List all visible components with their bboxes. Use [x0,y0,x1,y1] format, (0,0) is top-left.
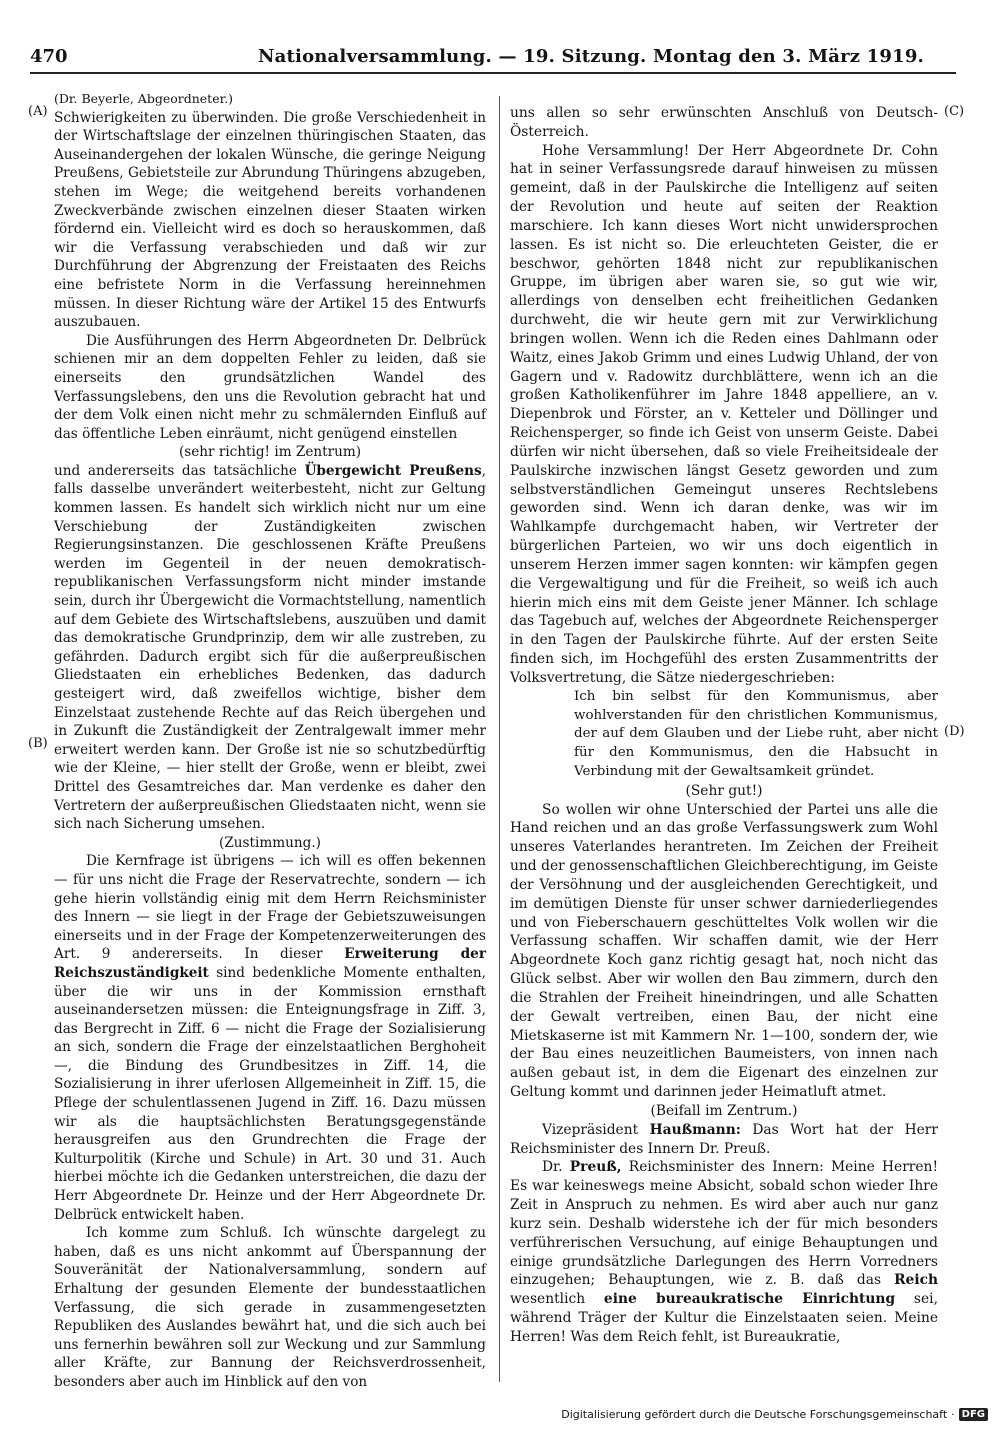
speaker-reference: (Dr. Beyerle, Abgeordneter.) [54,91,234,106]
text-run: Das Wort hat der Herr Reichsminister des Innern Dr. Preuß. [510,1121,938,1157]
credit-text: Digitalisierung gefördert durch die Deutsche Forschungsgemeinschaft [561,1408,948,1421]
speaker-name: Haußmann: [649,1121,741,1138]
text-run: wesentlich [510,1291,604,1308]
column-divider [499,96,500,1382]
header-rule [30,72,956,74]
paragraph: Die Ausführungen des Herrn Abgeordneten Dr. Delbrück schienen mir an dem doppelten Fehler zu leiden, daß sie einerseits den grundsätzlichen Wandel des Verfassungslebens, den uns die Revolution gebracht hat und der dem Volk einen nicht mehr zu schmälernden Einfluß auf das öffentliche Leben einräumt, nicht genügend einstellen [54,332,486,442]
right-column [510,104,938,1347]
interjection: (Zustimmung.) [219,834,321,851]
text-run: Vizepräsident [542,1121,650,1138]
paragraph: Hohe Versammlung! Der Herr Abgeordnete Dr. Cohn hat in seiner Verfassungsrede darauf hinweisen zu müssen gemeint, daß in der Paulskirche die Intelligenz auf seiten der Revolution und heute auf seiten der Reaktion marschiere. Ich kann dieses Wort nicht unwidersprochen lassen. Es ist nicht so. Die erleuchteten Geister, die er beschwor, gehörten 1848 nicht zur republikanischen Gruppe, im übrigen aber waren sie, so gut wie wir, allerdings von denselben echt freiheitlichen Gedanken durchweht, die wir heute gern mit zur Verwirklichung bringen wollen. Wenn ich die Reden eines Dahlmann oder Waitz, eines Jakob Grimm und eines Ludwig Uhland, der von Gagern und v. Radowitz durchblättere, wenn ich an die großen Katholikenführer im Jahre 1848 appelliere, an v. Diepenbrok und Förster, an v. Ketteler und Döllinger und Reichensperger, so finde ich Geist von unserm Geiste. Dabei dürfen wir nicht übersehen, daß so viele Freiheitsideale der Paulskirche inzwischen längst Gesetz geworden und zum selbstverständlichen Gemeingut unseres Rechtslebens geworden sind. Wenn ich daran denke, was wir im Wahlkampfe durchgemacht haben, wir Vertreter der bürgerlichen Parteien, wo wir uns doch eigentlich in unserem Herzen immer sagen konnten: wir kämpfen gegen die Vergewaltigung und für die Freiheit, so weiß ich auch hierin mich eins mit dem Geiste jener Männer. Ich schlage das Tagebuch auf, welches der Abgeordnete Reichensperger in den Tagen der Paulskirche führte. Auf der ersten Seite finden sich, im Hochgefühl des ersten Zusammentritts der Volksvertretung, die Sätze niedergeschrieben: [510,142,938,686]
page-number: 470 [30,46,68,67]
text-run: sei, während Träger der Kultur die Einzelstaaten seien. Meine Herren! Was dem Reich fehlt, ist Bureaukratie, [510,1291,938,1345]
margin-marker-d: (D) [944,724,965,739]
digitization-credit [561,1408,988,1421]
bold-text: Reich [894,1272,938,1289]
interjection: (sehr richtig! im Zentrum) [178,444,362,461]
block-quote: Ich bin selbst für den Kommunismus, aber wohlverstanden für den christlichen Kommunismus, der auf dem Glauben und der Liebe ruht, aber nicht für den Kommunismus, den die Habsucht in Verbindung mit der Gewaltsamkeit gründet. [574,688,938,779]
paragraph: uns allen so sehr erwünschten Anschluß von Deutsch-Österreich. [510,105,938,140]
paragraph [510,1121,938,1159]
paragraph: So wollen wir ohne Unterschied der Partei uns alle die Hand reichen und an das große Verfassungswerk zum Wohl unseres Vaterlandes herantreten. Im Zeichen der Freiheit und der genossenschaftlichen Gleichberechtigung, im Geiste der Versöhnung und der ausgleichenden Gerechtigkeit, und im demütigen Dienste für unser schwer darniederliegendes und von Fieberschauern geschütteltes Volk wollen wir die Verfassung schaffen. Wir schaffen damit, wie der Herr Abgeordnete Koch ganz richtig gesagt hat, noch nicht das Glück selbst. Aber wir wollen den Bau zimmern, durch den die Strahlen der Freiheit hineindringen, und alle Schatten der Gewalt vertreiben, einen Bau, der nicht eine Mietskaserne ist mit Kammern Nr. 1—100, sondern der, wie der Bau eines neuzeitlichen Baumeisters, von innen nach außen gebaut ist, in dem die Eigenart des einzelnen zur Geltung kommt und darinnen jeder Heimatluft atmet. [510,801,938,1101]
left-column [54,90,486,1392]
interjection: (Beifall im Zentrum.) [650,1102,798,1119]
paragraph [54,462,486,834]
running-title: Nationalversammlung. — 19. Sitzung. Montag den 3. März 1919. [258,46,925,67]
text-run: , falls dasselbe unverändert weiterbesteht, nicht zur Geltung kommen lassen. Es handelt sich wirklich nicht nur um eine Verschiebung der Zuständigkeiten zwischen Regierungsinstanzen. Die geschlossenen Kräfte Preußens werden im Gegenteil in der neuen demokratisch-republikanischen Verfassungsform nicht minder imstande sein, durch ihr Übergewicht die Vormachtstellung, namentlich auf dem Gebiete des Wirtschaftslebens, auszuüben und damit das demokratische Grundprinzip, dem wir alle zustreben, zu gefährden. Dadurch ergibt sich für die außerpreußischen Gliedstaaten ein erhebliches Bedenken, das dadurch gesteigert wird, daß zweifellos wichtige, bisher dem Einzelstaat zustehende Rechte auf das Reich übergehen und in Zukunft die Zuständigkeit der Zentralgewalt immer mehr erweitert werden kann. Der Große ist nie so schutzbedürftig wie der Kleine, — hier stellt der Große, wenn er bleibt, zwei Drittel des Gesamtreiches dar. Man verdenke es daher den Vertretern der außerpreußischen Gliedstaaten nicht, wenn sie sich nach Sicherung umsehen. [54,462,486,833]
text-run: Reichsminister des Innern: Meine Herren! Es war keineswegs meine Absicht, sobald schon wieder Ihre Zeit in Anspruch zu nehmen. Es wird aber auch nur ganz kurz sein. Deshalb widerstehe ich der für mich besonders verführerischen Versuchung, auf einige Behauptungen und einige grundsätzliche Darlegungen des Herrn Vorredners einzugehen; Behauptungen, wie z. B. daß das [510,1159,938,1289]
text-run: sind bedenkliche Momente enthalten, über die wir uns in der Kommission ernsthaft auseinandersetzen müssen: die Enteignungsfrage in Ziff. 3, das Bergrecht in Ziff. 6 — nicht die Frage der Sozialisierung an sich, sondern die Frage der einzelstaatlichen Berghoheit —, die Bindung des Grundbesitzes in Ziff. 14, die Sozialisierung in ihrer uferlosen Allgemeinheit in Ziff. 15, die Pflege der schulentlassenen Jugend in Ziff. 16. Dazu müssen wir als die hauptsächlichsten Beratungsgegenstände herausgreifen aus den Grundrechten die Frage der Kulturpolitik (Kirche und Schule) in Art. 30 und 31. Auch hierbei möchte ich die Gedanken unterstreichen, die dazu der Herr Abgeordnete Dr. Heinze und der Herr Abgeordnete Dr. Delbrück entwickelt haben. [54,964,486,1223]
bold-text: eine bureaukratische Einrichtung [603,1291,896,1308]
bold-text: Erweiterung der Reichszuständigkeit [54,946,486,981]
separator-icon: · [951,1408,955,1421]
bold-text: Übergewicht Preußens [304,462,482,479]
text-run: Die Kernfrage ist übrigens — ich will es offen bekennen — für uns nicht die Frage der Reservatrechte, sondern — ich gehe hierin vollständig einig mit dem Herrn Reichsminister des Innern — sie liegt in der Frage der Gebietszuweisungen einerseits und in der Frage der Kompetenzerweiterungen des Art. 9 andererseits. In dieser [54,853,486,963]
paragraph: Schwierigkeiten zu überwinden. Die große Verschiedenheit in der Wirtschaftslage der einzelnen thüringischen Staaten, das Auseinandergehen der lokalen Wünsche, die geringe Neigung Preußens, Gebietsteile zur Abrundung Thüringens abzugeben, stehen im Wege; die weitgehend bereits vorhandenen Zweckverbände zwischen einzelnen dieser Staaten wirken fördernd ein. Vielleicht wird es doch so herauskommen, daß wir die Verfassung verabschieden und daß wir zur Durchführung der Abgrenzung der Freistaaten des Reichs eine befristete Norm in die Verfassung hereinnehmen müssen. In dieser Richtung wäre der Artikel 15 des Entwurfs auszubauen. [54,109,486,331]
text-run: und andererseits das tatsächliche [54,462,305,479]
paragraph: Ich komme zum Schluß. Ich wünschte dargelegt zu haben, daß es uns nicht ankommt auf Überspannung der Souveränität der Nationalversammlung, sondern auf Erhaltung der gesunden Elemente der bundesstaatlichen Verfassung, die sich gerade in zusammengesetzten Republiken des Auslandes bewährt hat, und die sich auch bei uns fernerhin bewähren soll zur Weckung und zur Sammlung aller Kräfte, zur Bannung der Reichsverdrossenheit, besonders aber auch im Hinblick auf den von [54,1225,486,1390]
paragraph [54,852,486,1224]
paragraph [510,1158,938,1346]
interjection: (Sehr gut!) [685,782,763,799]
dfg-logo-icon: DFG [959,1408,988,1421]
text-run: Dr. [542,1159,570,1176]
margin-marker-c: (C) [944,104,965,119]
speaker-name: Preuß, [569,1159,622,1176]
margin-marker-b: (B) [28,736,48,751]
margin-marker-a: (A) [28,104,48,119]
